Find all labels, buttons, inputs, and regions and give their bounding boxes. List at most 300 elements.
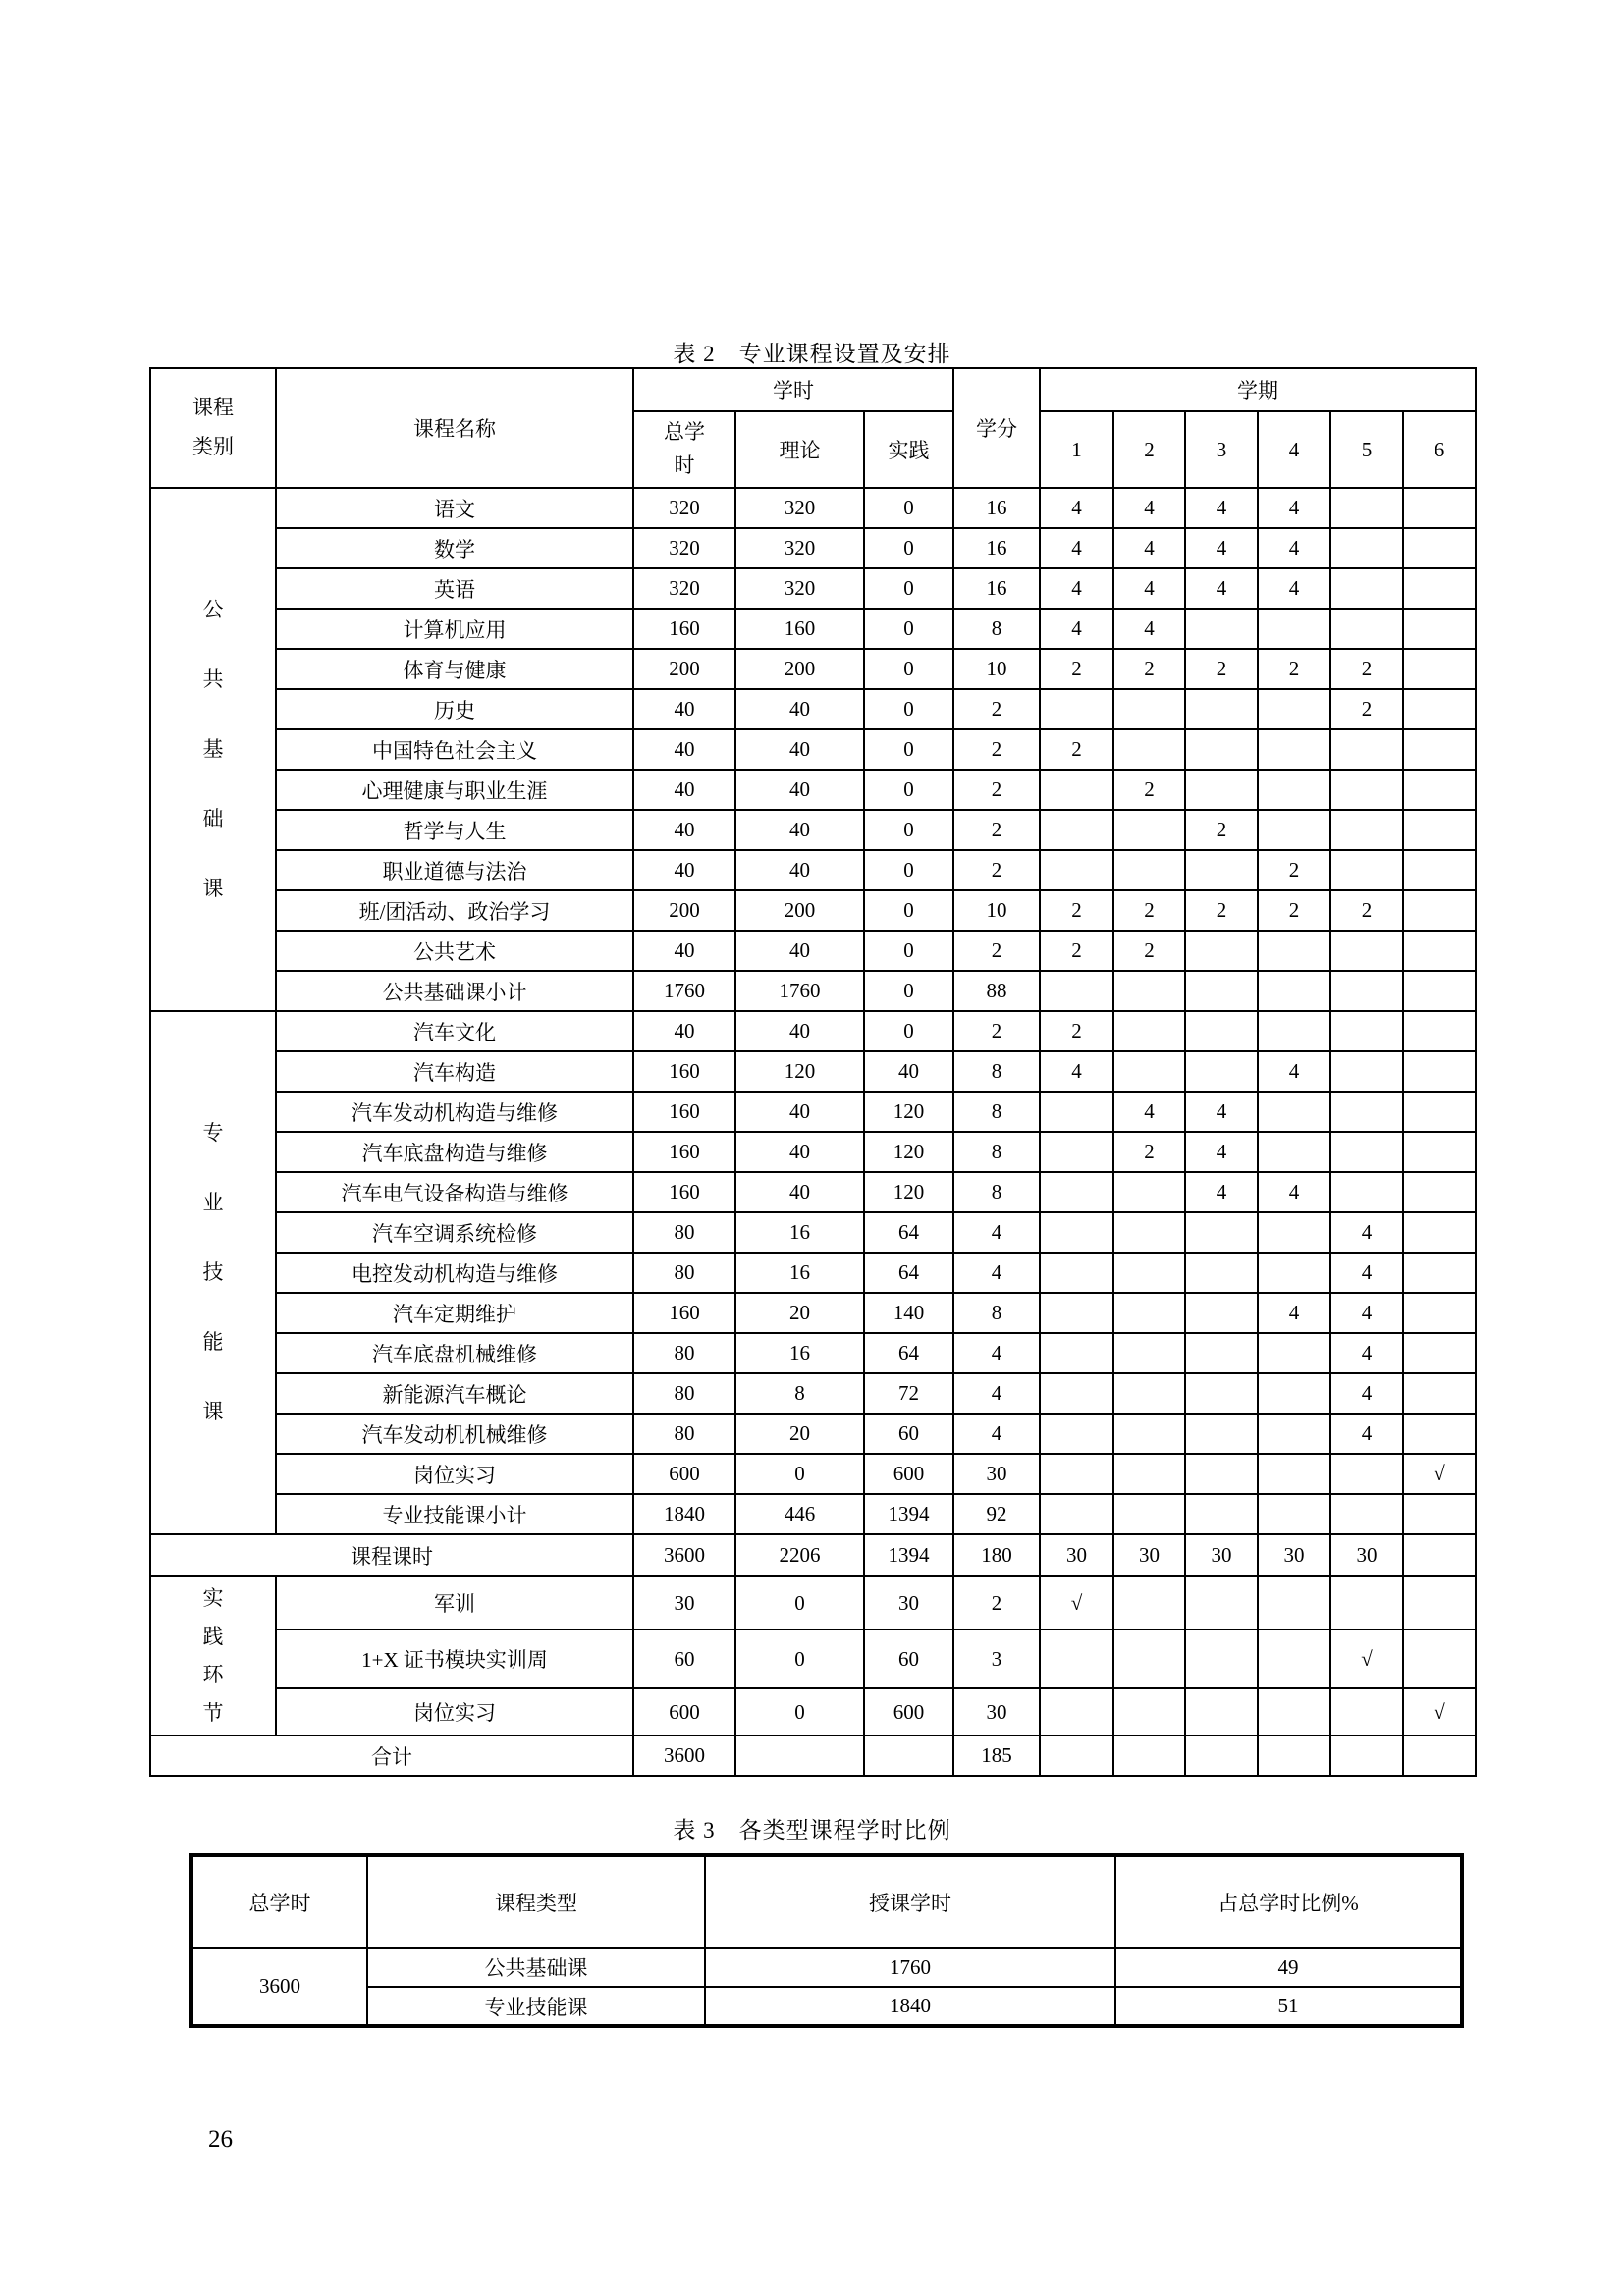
- semester-cell: [1403, 1534, 1476, 1576]
- semester-cell: [1403, 1011, 1476, 1051]
- header-hours-group: 学时: [633, 368, 953, 411]
- semester-cell: 4: [1330, 1414, 1403, 1454]
- semester-cell: [1258, 931, 1330, 971]
- practice-cell: 0: [864, 810, 953, 850]
- semester-cell: [1403, 729, 1476, 770]
- header-practice: 实践: [864, 411, 953, 488]
- semester-cell: [1113, 810, 1185, 850]
- semester-cell: 4: [1258, 1172, 1330, 1212]
- course-name-cell: 军训: [276, 1576, 633, 1629]
- course-name-cell: 岗位实习: [276, 1688, 633, 1735]
- semester-cell: 30: [1330, 1534, 1403, 1576]
- course-name-cell: 中国特色社会主义: [276, 729, 633, 770]
- table-row: [150, 1576, 1476, 1629]
- course-name-cell: 职业道德与法治: [276, 850, 633, 890]
- semester-cell: [1403, 1172, 1476, 1212]
- theory-cell: 40: [735, 1011, 864, 1051]
- t3-total-hours-cell: 3600: [191, 1948, 367, 2026]
- semester-cell: [1185, 1688, 1258, 1735]
- total-hours-cell: 1760: [633, 971, 735, 1011]
- semester-cell: 2: [1040, 931, 1113, 971]
- semester-cell: [1040, 1735, 1113, 1776]
- table-row: [150, 810, 1476, 850]
- credits-cell: 2: [953, 1011, 1040, 1051]
- semester-cell: [1258, 689, 1330, 729]
- theory-cell: 320: [735, 528, 864, 568]
- credits-cell: 8: [953, 1051, 1040, 1092]
- theory-cell: 40: [735, 689, 864, 729]
- semester-cell: 2: [1040, 890, 1113, 931]
- semester-cell: [1330, 609, 1403, 649]
- t3-course-type-cell: 公共基础课: [367, 1948, 705, 1987]
- practice-cell: 120: [864, 1092, 953, 1132]
- practice-cell: 0: [864, 850, 953, 890]
- theory-cell: 0: [735, 1688, 864, 1735]
- semester-cell: [1113, 1293, 1185, 1333]
- theory-cell: 120: [735, 1051, 864, 1092]
- semester-cell: [1403, 770, 1476, 810]
- table-row: [150, 850, 1476, 890]
- course-name-cell: 心理健康与职业生涯: [276, 770, 633, 810]
- semester-cell: [1185, 1629, 1258, 1688]
- theory-cell: 320: [735, 568, 864, 609]
- table-row: [150, 1688, 1476, 1735]
- semester-cell: [1113, 1011, 1185, 1051]
- practice-cell: 0: [864, 488, 953, 528]
- t3-ratio-cell: 51: [1115, 1987, 1462, 2026]
- theory-cell: 8: [735, 1373, 864, 1414]
- semester-cell: 4: [1330, 1373, 1403, 1414]
- semester-cell: 30: [1113, 1534, 1185, 1576]
- practice-cell: 120: [864, 1132, 953, 1172]
- credits-cell: 4: [953, 1373, 1040, 1414]
- semester-cell: 2: [1258, 850, 1330, 890]
- semester-cell: [1185, 1494, 1258, 1534]
- semester-cell: 4: [1258, 1293, 1330, 1333]
- header-credits: 学分: [953, 368, 1040, 488]
- semester-cell: 2: [1185, 649, 1258, 689]
- semester-cell: [1330, 1454, 1403, 1494]
- practice-cell: 0: [864, 890, 953, 931]
- category-cell: 实践环节: [150, 1576, 276, 1735]
- semester-cell: [1330, 1576, 1403, 1629]
- semester-cell: [1403, 1293, 1476, 1333]
- table-row: [150, 1253, 1476, 1293]
- theory-cell: 1760: [735, 971, 864, 1011]
- table-row: [191, 1987, 1462, 2026]
- semester-cell: 2: [1185, 810, 1258, 850]
- course-name-cell: 汽车构造: [276, 1051, 633, 1092]
- practice-cell: 0: [864, 729, 953, 770]
- table-row: [150, 1373, 1476, 1414]
- table-row: [150, 1051, 1476, 1092]
- semester-cell: [1040, 1172, 1113, 1212]
- semester-cell: [1258, 1414, 1330, 1454]
- semester-cell: 2: [1040, 1011, 1113, 1051]
- semester-cell: [1113, 1414, 1185, 1454]
- semester-cell: 4: [1185, 528, 1258, 568]
- semester-cell: [1185, 609, 1258, 649]
- semester-cell: [1258, 1454, 1330, 1494]
- semester-cell: 4: [1330, 1293, 1403, 1333]
- credits-cell: 8: [953, 1293, 1040, 1333]
- semester-cell: [1403, 1253, 1476, 1293]
- course-name-cell: 岗位实习: [276, 1454, 633, 1494]
- theory-cell: 200: [735, 890, 864, 931]
- header-semester-5: 5: [1330, 411, 1403, 488]
- practice-cell: 60: [864, 1629, 953, 1688]
- table-row: [150, 1629, 1476, 1688]
- total-hours-cell: 160: [633, 1051, 735, 1092]
- semester-cell: [1185, 1253, 1258, 1293]
- total-hours-cell: 40: [633, 1011, 735, 1051]
- semester-cell: [1330, 1132, 1403, 1172]
- theory-cell: 40: [735, 1172, 864, 1212]
- total-hours-cell: 80: [633, 1253, 735, 1293]
- semester-cell: [1185, 689, 1258, 729]
- theory-cell: 446: [735, 1494, 864, 1534]
- credits-cell: 4: [953, 1333, 1040, 1373]
- table-row: [150, 1011, 1476, 1051]
- semester-cell: [1040, 1414, 1113, 1454]
- table-row: [150, 1293, 1476, 1333]
- semester-cell: 30: [1185, 1534, 1258, 1576]
- semester-cell: [1040, 1293, 1113, 1333]
- table-row: [150, 1534, 1476, 1576]
- course-name-cell: 专业技能课小计: [276, 1494, 633, 1534]
- semester-cell: 2: [1185, 890, 1258, 931]
- total-hours-cell: 1840: [633, 1494, 735, 1534]
- semester-cell: [1403, 931, 1476, 971]
- theory-cell: 40: [735, 729, 864, 770]
- total-hours-cell: 200: [633, 890, 735, 931]
- semester-cell: 4: [1258, 488, 1330, 528]
- course-name-cell: 汽车电气设备构造与维修: [276, 1172, 633, 1212]
- course-name-cell: 哲学与人生: [276, 810, 633, 850]
- semester-cell: 4: [1113, 528, 1185, 568]
- practice-cell: 64: [864, 1253, 953, 1293]
- table-row: [150, 689, 1476, 729]
- semester-cell: [1185, 1212, 1258, 1253]
- t3-header-total-hours: 总学时: [191, 1855, 367, 1948]
- semester-cell: 4: [1040, 1051, 1113, 1092]
- table-row: [150, 1172, 1476, 1212]
- total-hours-cell: 40: [633, 729, 735, 770]
- semester-cell: [1040, 810, 1113, 850]
- semester-cell: [1258, 1333, 1330, 1373]
- semester-cell: [1113, 850, 1185, 890]
- semester-cell: 4: [1040, 488, 1113, 528]
- semester-cell: [1258, 1373, 1330, 1414]
- semester-cell: 4: [1330, 1212, 1403, 1253]
- semester-cell: 4: [1330, 1333, 1403, 1373]
- practice-cell: 0: [864, 770, 953, 810]
- course-name-cell: 公共艺术: [276, 931, 633, 971]
- semester-cell: [1330, 568, 1403, 609]
- table-row: [150, 488, 1476, 528]
- table-row: [150, 890, 1476, 931]
- practice-cell: 64: [864, 1212, 953, 1253]
- semester-cell: [1403, 1333, 1476, 1373]
- credits-cell: 8: [953, 609, 1040, 649]
- credits-cell: 2: [953, 729, 1040, 770]
- t3-header-course-type: 课程类型: [367, 1855, 705, 1948]
- course-name-cell: 汽车底盘机械维修: [276, 1333, 633, 1373]
- semester-cell: 4: [1330, 1253, 1403, 1293]
- semester-cell: 4: [1185, 488, 1258, 528]
- table-row: [150, 568, 1476, 609]
- semester-cell: 4: [1040, 568, 1113, 609]
- semester-cell: [1258, 609, 1330, 649]
- category-cell: 公共基础课: [150, 488, 276, 1011]
- semester-cell: 4: [1040, 528, 1113, 568]
- credits-cell: 2: [953, 770, 1040, 810]
- semester-cell: [1040, 1688, 1113, 1735]
- course-name-cell: 体育与健康: [276, 649, 633, 689]
- semester-cell: [1113, 1454, 1185, 1494]
- table-row: [150, 770, 1476, 810]
- semester-cell: √: [1403, 1454, 1476, 1494]
- theory-cell: 0: [735, 1454, 864, 1494]
- table-row: [150, 1414, 1476, 1454]
- semester-cell: [1113, 689, 1185, 729]
- semester-cell: 2: [1113, 770, 1185, 810]
- theory-cell: 40: [735, 931, 864, 971]
- semester-cell: [1258, 1011, 1330, 1051]
- course-name-cell: 汽车空调系统检修: [276, 1212, 633, 1253]
- semester-cell: [1403, 689, 1476, 729]
- theory-cell: 40: [735, 850, 864, 890]
- semester-cell: [1403, 1092, 1476, 1132]
- course-name-cell: 英语: [276, 568, 633, 609]
- course-name-cell: 公共基础课小计: [276, 971, 633, 1011]
- semester-cell: 30: [1040, 1534, 1113, 1576]
- total-hours-cell: 40: [633, 931, 735, 971]
- semester-cell: [1330, 770, 1403, 810]
- credits-cell: 88: [953, 971, 1040, 1011]
- semester-cell: 4: [1113, 609, 1185, 649]
- table-row: [150, 931, 1476, 971]
- practice-cell: 120: [864, 1172, 953, 1212]
- semester-cell: [1330, 488, 1403, 528]
- semester-cell: [1040, 1454, 1113, 1494]
- credits-cell: 92: [953, 1494, 1040, 1534]
- semester-cell: [1040, 1494, 1113, 1534]
- semester-cell: [1403, 890, 1476, 931]
- course-schedule-table: [149, 367, 1477, 1777]
- semester-cell: [1258, 770, 1330, 810]
- practice-cell: 60: [864, 1414, 953, 1454]
- semester-cell: [1185, 1454, 1258, 1494]
- header-semester-group: 学期: [1040, 368, 1476, 411]
- table3-title: 表 3 各类型课程学时比例: [673, 1818, 951, 1842]
- credits-cell: 2: [953, 689, 1040, 729]
- table-row: [150, 729, 1476, 770]
- semester-cell: [1403, 1212, 1476, 1253]
- t3-teaching-hours-cell: 1840: [705, 1987, 1115, 2026]
- credits-cell: 4: [953, 1253, 1040, 1293]
- credits-cell: 30: [953, 1454, 1040, 1494]
- t3-header-teaching-hours: 授课学时: [705, 1855, 1115, 1948]
- credits-cell: 16: [953, 528, 1040, 568]
- semester-cell: [1330, 1051, 1403, 1092]
- semester-cell: [1330, 1011, 1403, 1051]
- theory-cell: 320: [735, 488, 864, 528]
- semester-cell: [1185, 971, 1258, 1011]
- course-name-cell: 历史: [276, 689, 633, 729]
- theory-cell: 0: [735, 1576, 864, 1629]
- semester-cell: [1113, 1373, 1185, 1414]
- practice-cell: 72: [864, 1373, 953, 1414]
- total-hours-cell: 3600: [633, 1735, 735, 1776]
- semester-cell: [1185, 1293, 1258, 1333]
- semester-cell: 2: [1330, 649, 1403, 689]
- header-semester-1: 1: [1040, 411, 1113, 488]
- semester-cell: 4: [1258, 528, 1330, 568]
- table-row: [191, 1948, 1462, 1987]
- semester-cell: [1403, 850, 1476, 890]
- header-total-hours: 总学时: [633, 411, 735, 488]
- semester-cell: [1403, 810, 1476, 850]
- credits-cell: 4: [953, 1414, 1040, 1454]
- semester-cell: [1185, 850, 1258, 890]
- semester-cell: [1258, 1576, 1330, 1629]
- semester-cell: [1258, 1253, 1330, 1293]
- semester-cell: [1113, 1576, 1185, 1629]
- semester-cell: [1258, 1735, 1330, 1776]
- table-row: [150, 609, 1476, 649]
- semester-cell: [1040, 1629, 1113, 1688]
- semester-cell: [1040, 770, 1113, 810]
- table-row: [150, 1333, 1476, 1373]
- course-name-cell: 汽车定期维护: [276, 1293, 633, 1333]
- total-hours-cell: 160: [633, 1172, 735, 1212]
- table-row: [150, 1132, 1476, 1172]
- theory-cell: 200: [735, 649, 864, 689]
- table-row: [150, 1454, 1476, 1494]
- course-name-cell: 汽车底盘构造与维修: [276, 1132, 633, 1172]
- semester-cell: [1258, 810, 1330, 850]
- table-row: [150, 1212, 1476, 1253]
- semester-cell: 2: [1113, 649, 1185, 689]
- theory-cell: 2206: [735, 1534, 864, 1576]
- credits-cell: 8: [953, 1092, 1040, 1132]
- semester-cell: [1330, 528, 1403, 568]
- practice-cell: 0: [864, 931, 953, 971]
- course-name-cell: 电控发动机构造与维修: [276, 1253, 633, 1293]
- credits-cell: 10: [953, 890, 1040, 931]
- semester-cell: [1330, 1092, 1403, 1132]
- semester-cell: 4: [1113, 488, 1185, 528]
- theory-cell: 20: [735, 1414, 864, 1454]
- table-row: [150, 1735, 1476, 1776]
- semester-cell: 2: [1258, 890, 1330, 931]
- semester-cell: 2: [1330, 890, 1403, 931]
- semester-cell: 2: [1113, 931, 1185, 971]
- practice-cell: 0: [864, 568, 953, 609]
- semester-cell: [1113, 1212, 1185, 1253]
- semester-cell: [1185, 1576, 1258, 1629]
- credits-cell: 3: [953, 1629, 1040, 1688]
- theory-cell: 160: [735, 609, 864, 649]
- course-name-cell: 汽车文化: [276, 1011, 633, 1051]
- semester-cell: [1403, 1494, 1476, 1534]
- semester-cell: [1185, 770, 1258, 810]
- course-name-cell: 新能源汽车概论: [276, 1373, 633, 1414]
- semester-cell: [1258, 1629, 1330, 1688]
- semester-cell: [1040, 1132, 1113, 1172]
- total-hours-cell: 60: [633, 1629, 735, 1688]
- total-hours-cell: 40: [633, 689, 735, 729]
- course-name-cell: 汽车发动机构造与维修: [276, 1092, 633, 1132]
- hours-ratio-table: [189, 1853, 1464, 2028]
- semester-cell: 4: [1185, 568, 1258, 609]
- practice-cell: 600: [864, 1454, 953, 1494]
- semester-cell: [1403, 1373, 1476, 1414]
- semester-cell: [1113, 729, 1185, 770]
- semester-cell: [1040, 971, 1113, 1011]
- semester-cell: [1040, 850, 1113, 890]
- theory-cell: 40: [735, 810, 864, 850]
- credits-cell: 2: [953, 931, 1040, 971]
- table3-header-row: [191, 1855, 1462, 1948]
- semester-cell: [1040, 1253, 1113, 1293]
- page-number: 26: [208, 2126, 233, 2153]
- credits-cell: 8: [953, 1172, 1040, 1212]
- total-hours-cell: 30: [633, 1576, 735, 1629]
- semester-cell: [1403, 649, 1476, 689]
- theory-cell: 16: [735, 1212, 864, 1253]
- semester-cell: [1113, 1333, 1185, 1373]
- semester-cell: 4: [1258, 1051, 1330, 1092]
- semester-cell: [1258, 1132, 1330, 1172]
- semester-cell: [1040, 1373, 1113, 1414]
- header-semester-3: 3: [1185, 411, 1258, 488]
- semester-cell: [1403, 528, 1476, 568]
- theory-cell: 20: [735, 1293, 864, 1333]
- practice-cell: [864, 1735, 953, 1776]
- merged-label-cell: 课程课时: [150, 1534, 633, 1576]
- practice-cell: 0: [864, 649, 953, 689]
- semester-cell: 30: [1258, 1534, 1330, 1576]
- header-theory: 理论: [735, 411, 864, 488]
- credits-cell: 30: [953, 1688, 1040, 1735]
- total-hours-cell: 600: [633, 1688, 735, 1735]
- semester-cell: [1330, 1172, 1403, 1212]
- practice-cell: 64: [864, 1333, 953, 1373]
- semester-cell: [1330, 1494, 1403, 1534]
- semester-cell: 2: [1040, 729, 1113, 770]
- semester-cell: [1185, 1333, 1258, 1373]
- table-row: [150, 1092, 1476, 1132]
- credits-cell: 4: [953, 1212, 1040, 1253]
- table2-body: [150, 488, 1476, 1776]
- practice-cell: 1394: [864, 1494, 953, 1534]
- semester-cell: [1403, 1735, 1476, 1776]
- course-name-cell: 数学: [276, 528, 633, 568]
- course-name-cell: 班/团活动、政治学习: [276, 890, 633, 931]
- practice-cell: 0: [864, 609, 953, 649]
- practice-cell: 0: [864, 528, 953, 568]
- semester-cell: [1113, 1253, 1185, 1293]
- table2-title: 表 2 专业课程设置及安排: [673, 342, 951, 366]
- semester-cell: [1113, 1172, 1185, 1212]
- semester-cell: 2: [1330, 689, 1403, 729]
- semester-cell: 4: [1185, 1132, 1258, 1172]
- semester-cell: [1403, 971, 1476, 1011]
- t3-teaching-hours-cell: 1760: [705, 1948, 1115, 1987]
- semester-cell: [1185, 1414, 1258, 1454]
